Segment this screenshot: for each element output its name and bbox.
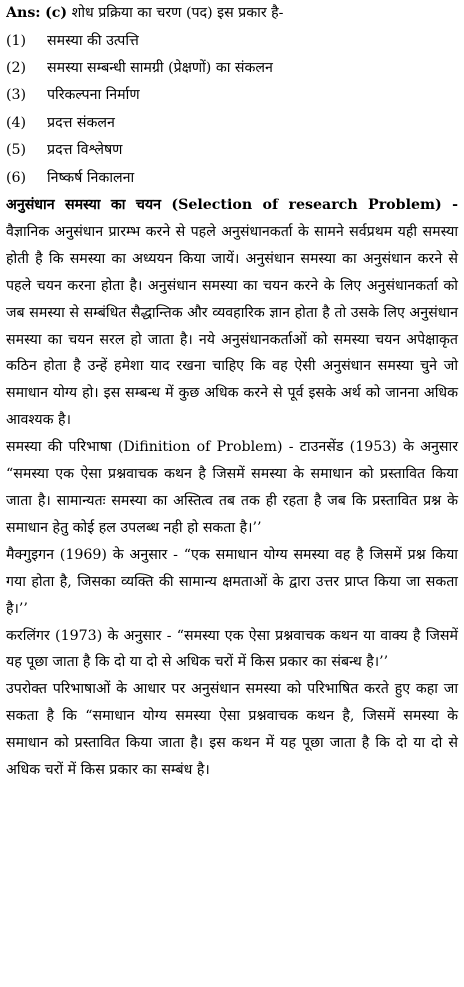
step-number: (3) [6, 87, 27, 104]
list-item [6, 82, 458, 109]
step-text: प्रदत्त विश्लेषण [47, 142, 123, 159]
step-text: निष्कर्ष निकालना [47, 169, 135, 186]
definition-kerlinger: करलिंगर (1973) के अनुसार - “समस्या एक ऐसा प्रश्नवाचक कथन या वाक्य है जिसमें यह पूछा जाता है कि दो या दो से अधिक चरों में किस प्रकार का संबन्ध है।’’ [6, 627, 458, 671]
step-text: समस्या की उत्पत्ति [47, 32, 139, 49]
step-text: परिकल्पना निर्माण [47, 87, 140, 104]
list-item [6, 165, 458, 192]
answer-label: Ans: [6, 5, 41, 21]
step-number: (5) [6, 142, 27, 159]
step-number: (2) [6, 60, 27, 76]
step-number: (1) [6, 32, 27, 49]
selection-body: वैज्ञानिक अनुसंधान प्रारम्भ करने से पहले अनुसंधानकर्ता के सामने सर्वप्रथम यही समस्या होती है कि समस्या का अध्ययन किया जायें। अनुसंधान समस्या का अनुसंधान करने से पहले चयन करना होता है। अनुसंधान समस्या का चयन करने के लिए अनुसंधानकर्ता को जब समस्या से सम्बंधित सैद्धान्तिक और व्यवहारिक ज्ञान होता है तो उसके लिए अनुसंधान समस्या का चयन सरल हो जाता है। नये अनुसंधानकर्ताओं को समस्या चयन अपेक्षाकृत कठिन होता है उन्हें हमेशा याद रखना चाहिए कि वह ऐसी अनुसंधान समस्या चुने जो समाधान योग्य हो। इस सम्बन्ध में कुछ अधिक करने से पूर्व इसके अर्थ को जानना अधिक आवश्यक है। [6, 223, 458, 429]
answer-intro: शोध प्रक्रिया का चरण (पद) इस प्रकार है- [71, 5, 284, 21]
list-item [6, 110, 458, 137]
step-number: (6) [6, 169, 27, 186]
definition-conclusion: उपरोक्त परिभाषाओं के आधार पर अनुसंधान समस्या को परिभाषित करते हुए कहा जा सकता है कि “समाधान योग्य समस्या ऐसा प्रश्नवाचक कथन है, जिसमें समस्या के समाधान को प्रस्तावित किया जाता है। इस कथन में यह पूछा जाता है कि दो या दो से अधिक चरों में किस प्रकार का सम्बंध है। [6, 681, 458, 779]
selection-heading: अनुसंधान समस्या का चयन (Selection of research Problem) - [6, 197, 458, 214]
step-number: (4) [6, 114, 27, 131]
step-text: प्रदत्त संकलन [47, 114, 115, 131]
list-item [6, 28, 458, 55]
definition-townsend: समस्या की परिभाषा (Difinition of Problem) - टाउनसेंड (1953) के अनुसार “समस्या एक ऐसा प्रश्नवाचक कथन है जिसमें समस्या के समाधान को प्रस्तावित किया जाता है। सामान्यतः समस्या का अस्तित्व तब तक ही रहता है जब कि प्रस्तावित प्रश्न के समाधान हेतु कोई हल उपलब्ध नही हो सकता है।’’ [6, 439, 458, 536]
step-text: समस्या सम्बन्धी सामग्री (प्रेक्षणों) का संकलन [47, 60, 273, 76]
list-item [6, 137, 458, 164]
selection-paragraph [6, 192, 458, 434]
answer-option: (c) [45, 5, 68, 21]
definition-mcguigan: मैक्गुइगन (1969) के अनुसार - “एक समाधान योग्य समस्या वह है जिसमें प्रश्न किया गया होता है, जिसका व्यक्ति की सामान्य क्षमताओं के द्वारा उत्तर प्राप्त किया जा सकता है।’’ [6, 546, 458, 617]
answer-line [6, 0, 458, 28]
research-steps-list [6, 28, 458, 192]
list-item [6, 55, 458, 82]
